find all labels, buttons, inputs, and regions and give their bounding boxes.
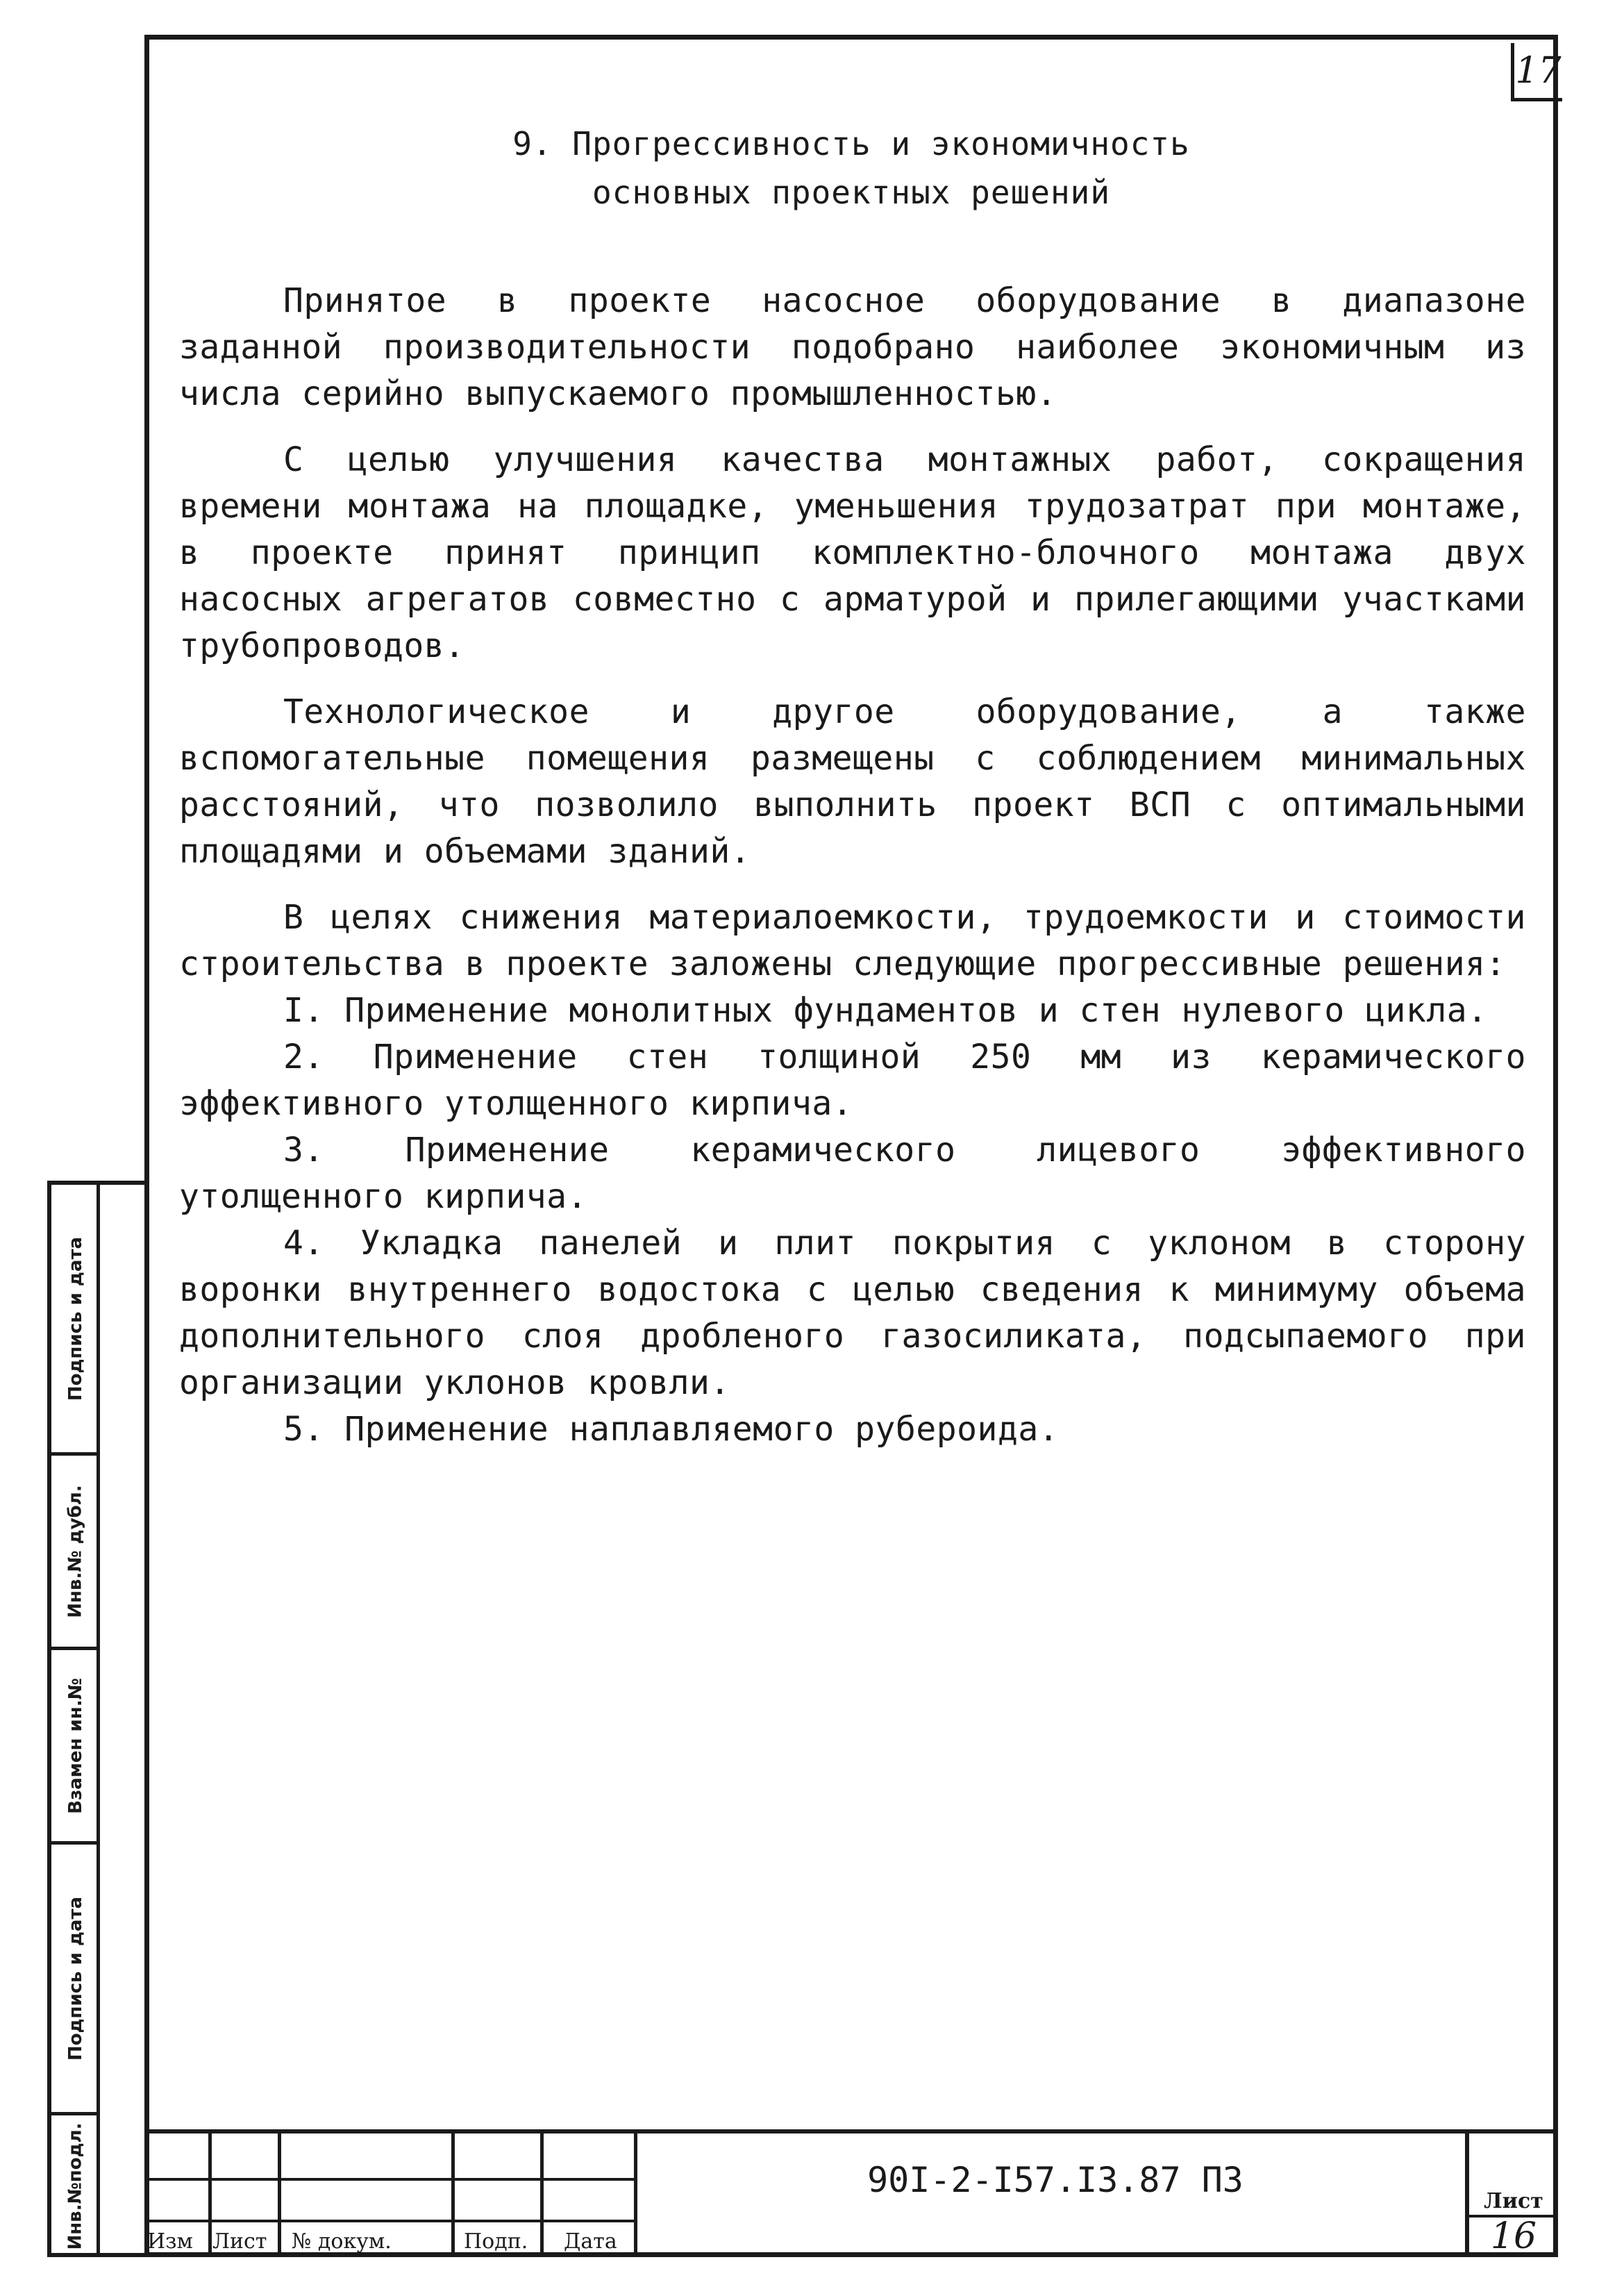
sidebar-cell-signature-date <box>51 1185 100 1456</box>
sidebar-cell-signature-date-2 <box>51 1845 100 2115</box>
list-item-2: 2. Применение стен толщиной 250 мм из керамического эффективного утолщенного кирпича. <box>179 1038 1526 1123</box>
sheet-number: 16 <box>1490 2215 1537 2257</box>
col-label-date: Дата <box>564 2229 617 2254</box>
section-title-line2: основных проектных решений <box>592 174 1111 211</box>
sheet-box <box>1465 2129 1558 2257</box>
page-corner-number: 17 <box>1511 43 1562 101</box>
sheet-label: Лист <box>1469 2189 1558 2218</box>
col-label-doc-number: № докум. <box>292 2229 392 2254</box>
grid-line <box>278 2133 281 2257</box>
grid-line <box>144 2178 637 2181</box>
list-item-5: 5. Применение наплавляемого рубероида. <box>283 1410 1060 1449</box>
sidebar-cell-dup-inv <box>51 1456 100 1650</box>
sidebar-label: Взамен ин.№ <box>65 1677 86 1814</box>
document-code: 90I-2-I57.I3.87 ПЗ <box>867 2160 1244 2200</box>
paragraph-4: В целях снижения материалоемкости, трудоемкости и стоимости строительства в проекте заложены следующие прогрессивные решения: <box>179 898 1526 983</box>
list-item-3: 3. Применение керамического лицевого эффективного утолщенного кирпича. <box>179 1131 1526 1216</box>
sidebar-label: Инв.№подл. <box>65 2122 86 2250</box>
list-item-4: 4. Укладка панелей и плит покрытия с уклоном в сторону воронки внутреннего водостока с целью сведения к минимуму объема дополнительного слоя дробленого газосиликата, подсыпаемого при организации уклонов кровли. <box>179 1224 1526 1402</box>
sidebar-cell-orig-inv <box>51 2115 100 2257</box>
sidebar-label: Подпись и дата <box>65 1896 87 2061</box>
grid-line <box>144 2220 637 2222</box>
section-title-line1: 9. Прогрессивность и экономичность <box>512 125 1190 163</box>
paragraph-2: С целью улучшения качества монтажных работ, сокращения времени монтажа на площадке, уменьшения трудозатрат при монтаже, в проекте принят принцип комплектно-блочного монтажа двух насосных агрегатов совместно с арматурой и прилегающими участками трубопроводов. <box>179 440 1526 665</box>
sidebar-label: Подпись и дата <box>65 1236 87 1401</box>
sidebar-cell-replace-inv <box>51 1650 100 1845</box>
paragraph-1: Принятое в проекте насосное оборудование в диапазоне заданной производительности подобрано наиболее экономичным из числа серийно выпускаемого промышленностью. <box>179 281 1526 413</box>
col-label-sheet: Лист <box>212 2229 267 2254</box>
grid-line <box>540 2133 544 2257</box>
paragraph-3: Технологическое и другое оборудование, а также вспомогательные помещения размещены с соблюдением минимальных расстояний, что позволило выполнить проект ВСП с оптимальными площадями и объемами зданий. <box>179 692 1526 871</box>
col-label-change: Изм <box>147 2229 193 2254</box>
document-body <box>179 278 1526 1453</box>
grid-line <box>208 2133 212 2257</box>
title-block-grid <box>144 2133 637 2261</box>
sidebar-label: Инв.№ дубл. <box>65 1484 87 1618</box>
list-item-1: I. Применение монолитных фундаментов и стен нулевого цикла. <box>283 991 1488 1030</box>
stamp-sidebar <box>47 1181 144 2257</box>
col-label-signature: Подп. <box>464 2229 528 2254</box>
grid-line <box>451 2133 455 2257</box>
grid-line <box>634 2133 637 2257</box>
